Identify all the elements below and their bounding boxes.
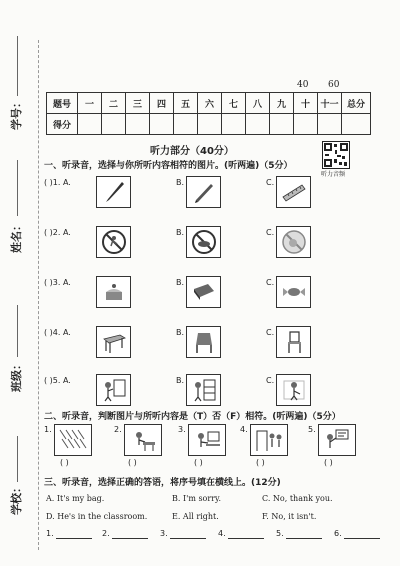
score-cell[interactable] <box>294 114 318 135</box>
rainy-scene-icon <box>57 427 89 453</box>
s3-blank-3[interactable] <box>160 529 206 539</box>
s3-blank-number: 5. <box>276 529 284 538</box>
score-header-cell: 总分 <box>342 93 371 114</box>
s1-q5-label[interactable]: ( )5. A. <box>44 376 71 385</box>
score-cell[interactable] <box>270 114 294 135</box>
score-header-cell: 七 <box>222 93 246 114</box>
s1-q3-c-label: C. <box>266 278 275 287</box>
s3-blank-5[interactable] <box>276 529 322 539</box>
s3-blank-4[interactable] <box>218 529 264 539</box>
pencil-icon <box>190 179 218 205</box>
s2-q5-label: 5. <box>308 425 316 434</box>
school-label: 学校： <box>10 482 23 515</box>
boy-at-shelf-icon <box>190 377 218 403</box>
s3-option-d: D. He's in the classroom. <box>46 512 148 521</box>
score-header-cell: 一 <box>78 93 102 114</box>
score-header-cell: 四 <box>150 93 174 114</box>
score-header-cell: 十 <box>294 93 318 114</box>
qr-caption: 听力音频 <box>321 171 346 178</box>
school-line[interactable] <box>17 436 18 482</box>
s3-option-b: B. I'm sorry. <box>172 494 222 503</box>
score-cell[interactable] <box>198 114 222 135</box>
s3-option-f: F. No, it isn't. <box>262 512 317 521</box>
boy-at-desk-icon <box>127 427 159 453</box>
s1-q4-a-picture[interactable] <box>96 326 131 358</box>
score-cell[interactable] <box>150 114 174 135</box>
s3-blank-1[interactable] <box>46 529 92 539</box>
s1-q1-b-label: B. <box>176 178 185 187</box>
score-cell[interactable] <box>342 114 371 135</box>
s1-q3-label[interactable]: ( )3. A. <box>44 278 71 287</box>
s1-q2-b-picture[interactable] <box>186 226 221 258</box>
top-number-60: 60 <box>328 80 340 90</box>
s3-option-c: C. No, thank you. <box>262 494 333 503</box>
chair-icon <box>190 329 218 355</box>
s3-blank-2[interactable] <box>102 529 148 539</box>
s3-blank-number: 2. <box>102 529 110 538</box>
girl-at-window-icon <box>100 377 128 403</box>
qr-code-icon[interactable] <box>322 141 350 169</box>
s1-q4-b-label: B. <box>176 328 185 337</box>
s2-q3-picture[interactable] <box>188 424 226 456</box>
score-header-cell: 三 <box>126 93 150 114</box>
score-header-cell: 题号 <box>47 93 78 114</box>
s1-q5-c-picture[interactable] <box>276 374 311 406</box>
boy-cleaning-icon <box>280 377 308 403</box>
no-running-sign-icon <box>100 229 128 255</box>
s1-q2-a-picture[interactable] <box>96 226 131 258</box>
s3-blank-number: 1. <box>46 529 54 538</box>
s2-q5-picture[interactable] <box>318 424 356 456</box>
s2-q4-label: 4. <box>240 425 248 434</box>
s2-q1-label: 1. <box>44 425 52 434</box>
score-table <box>46 92 371 135</box>
binding-dashed-line <box>38 40 39 550</box>
score-header-cell: 六 <box>198 93 222 114</box>
score-row-label: 得分 <box>47 114 78 135</box>
name-label: 姓名： <box>10 220 23 253</box>
score-row <box>47 114 371 135</box>
name-line[interactable] <box>17 160 18 216</box>
s1-q1-a-picture[interactable] <box>96 176 131 208</box>
number-line[interactable] <box>17 36 18 96</box>
s1-q5-c-label: C. <box>266 376 275 385</box>
score-cell[interactable] <box>78 114 102 135</box>
s1-q5-b-label: B. <box>176 376 185 385</box>
s2-q3-label: 3. <box>178 425 186 434</box>
s2-q1-answer[interactable]: ( ) <box>60 458 69 467</box>
s2-q1-picture[interactable] <box>54 424 92 456</box>
s3-option-a: A. It's my bag. <box>46 494 105 503</box>
cake-icon <box>100 279 128 305</box>
s3-blank-number: 3. <box>160 529 168 538</box>
s2-q5-answer[interactable]: ( ) <box>324 458 333 467</box>
s3-blank-line[interactable] <box>228 529 264 539</box>
s3-blank-line[interactable] <box>112 529 148 539</box>
children-at-door-icon <box>253 427 285 453</box>
s3-blank-number: 4. <box>218 529 226 538</box>
score-header-cell: 二 <box>102 93 126 114</box>
score-header-cell: 九 <box>270 93 294 114</box>
score-cell[interactable] <box>174 114 198 135</box>
class-line[interactable] <box>17 305 18 357</box>
score-header-cell: 五 <box>174 93 198 114</box>
s3-blank-line[interactable] <box>170 529 206 539</box>
s3-blank-line[interactable] <box>56 529 92 539</box>
s3-blank-line[interactable] <box>344 529 380 539</box>
s1-q4-c-label: C. <box>266 328 275 337</box>
score-cell[interactable] <box>126 114 150 135</box>
no-toy-sign-icon <box>280 229 308 255</box>
s2-q2-answer[interactable]: ( ) <box>128 458 137 467</box>
section1-title: 一、听录音，选择与你所听内容相符的图片。(听两遍)（5分） <box>44 161 293 171</box>
section3-title: 三、听录音，选择正确的答语，将序号填在横线上。(12分) <box>44 478 281 488</box>
s2-q2-label: 2. <box>114 425 122 434</box>
s1-q2-c-label: C. <box>266 228 275 237</box>
score-cell[interactable] <box>222 114 246 135</box>
boy-with-sign-icon <box>321 427 353 453</box>
chair-icon <box>280 329 308 355</box>
s1-q1-b-picture[interactable] <box>186 176 221 208</box>
class-label: 班级： <box>10 359 23 392</box>
boy-at-computer-icon <box>191 427 223 453</box>
s2-q4-answer[interactable]: ( ) <box>256 458 265 467</box>
s1-q1-label[interactable]: ( )1. A. <box>44 178 71 187</box>
s1-q4-b-picture[interactable] <box>186 326 221 358</box>
s1-q1-c-label: C. <box>266 178 275 187</box>
s3-option-e: E. All right. <box>172 512 219 521</box>
book-icon <box>190 279 218 305</box>
table-icon <box>100 329 128 355</box>
s1-q2-c-picture[interactable] <box>276 226 311 258</box>
s1-q3-b-label: B. <box>176 278 185 287</box>
s3-blank-line[interactable] <box>286 529 322 539</box>
feather-pen-icon <box>100 179 128 205</box>
section2-title: 二、听录音，判断图片与所听内容是（T）否（F）相符。(听两遍)（5分） <box>44 412 341 422</box>
number-label: 学号： <box>10 97 23 130</box>
s1-q3-b-picture[interactable] <box>186 276 221 308</box>
top-number-40: 40 <box>297 80 309 90</box>
score-cell[interactable] <box>102 114 126 135</box>
ruler-icon <box>280 179 308 205</box>
s1-q4-label[interactable]: ( )4. A. <box>44 328 71 337</box>
s1-q5-b-picture[interactable] <box>186 374 221 406</box>
s2-q2-picture[interactable] <box>124 424 162 456</box>
score-cell[interactable] <box>246 114 270 135</box>
s1-q1-c-picture[interactable] <box>276 176 311 208</box>
s1-q3-a-picture[interactable] <box>96 276 131 308</box>
s2-q3-answer[interactable]: ( ) <box>194 458 203 467</box>
score-header-row <box>47 93 371 114</box>
score-header-cell: 八 <box>246 93 270 114</box>
s2-q4-picture[interactable] <box>250 424 288 456</box>
candy-icon <box>280 279 308 305</box>
s3-blank-number: 6. <box>334 529 342 538</box>
score-header-cell: 十一 <box>318 93 342 114</box>
s1-q5-a-picture[interactable] <box>96 374 131 406</box>
listening-title: 听力部分（40分） <box>150 146 234 157</box>
score-cell[interactable] <box>318 114 342 135</box>
s1-q2-b-label: B. <box>176 228 185 237</box>
s1-q3-c-picture[interactable] <box>276 276 311 308</box>
s3-blank-6[interactable] <box>334 529 380 539</box>
s1-q4-c-picture[interactable] <box>276 326 311 358</box>
no-food-sign-icon <box>190 229 218 255</box>
s1-q2-label[interactable]: ( )2. A. <box>44 228 71 237</box>
